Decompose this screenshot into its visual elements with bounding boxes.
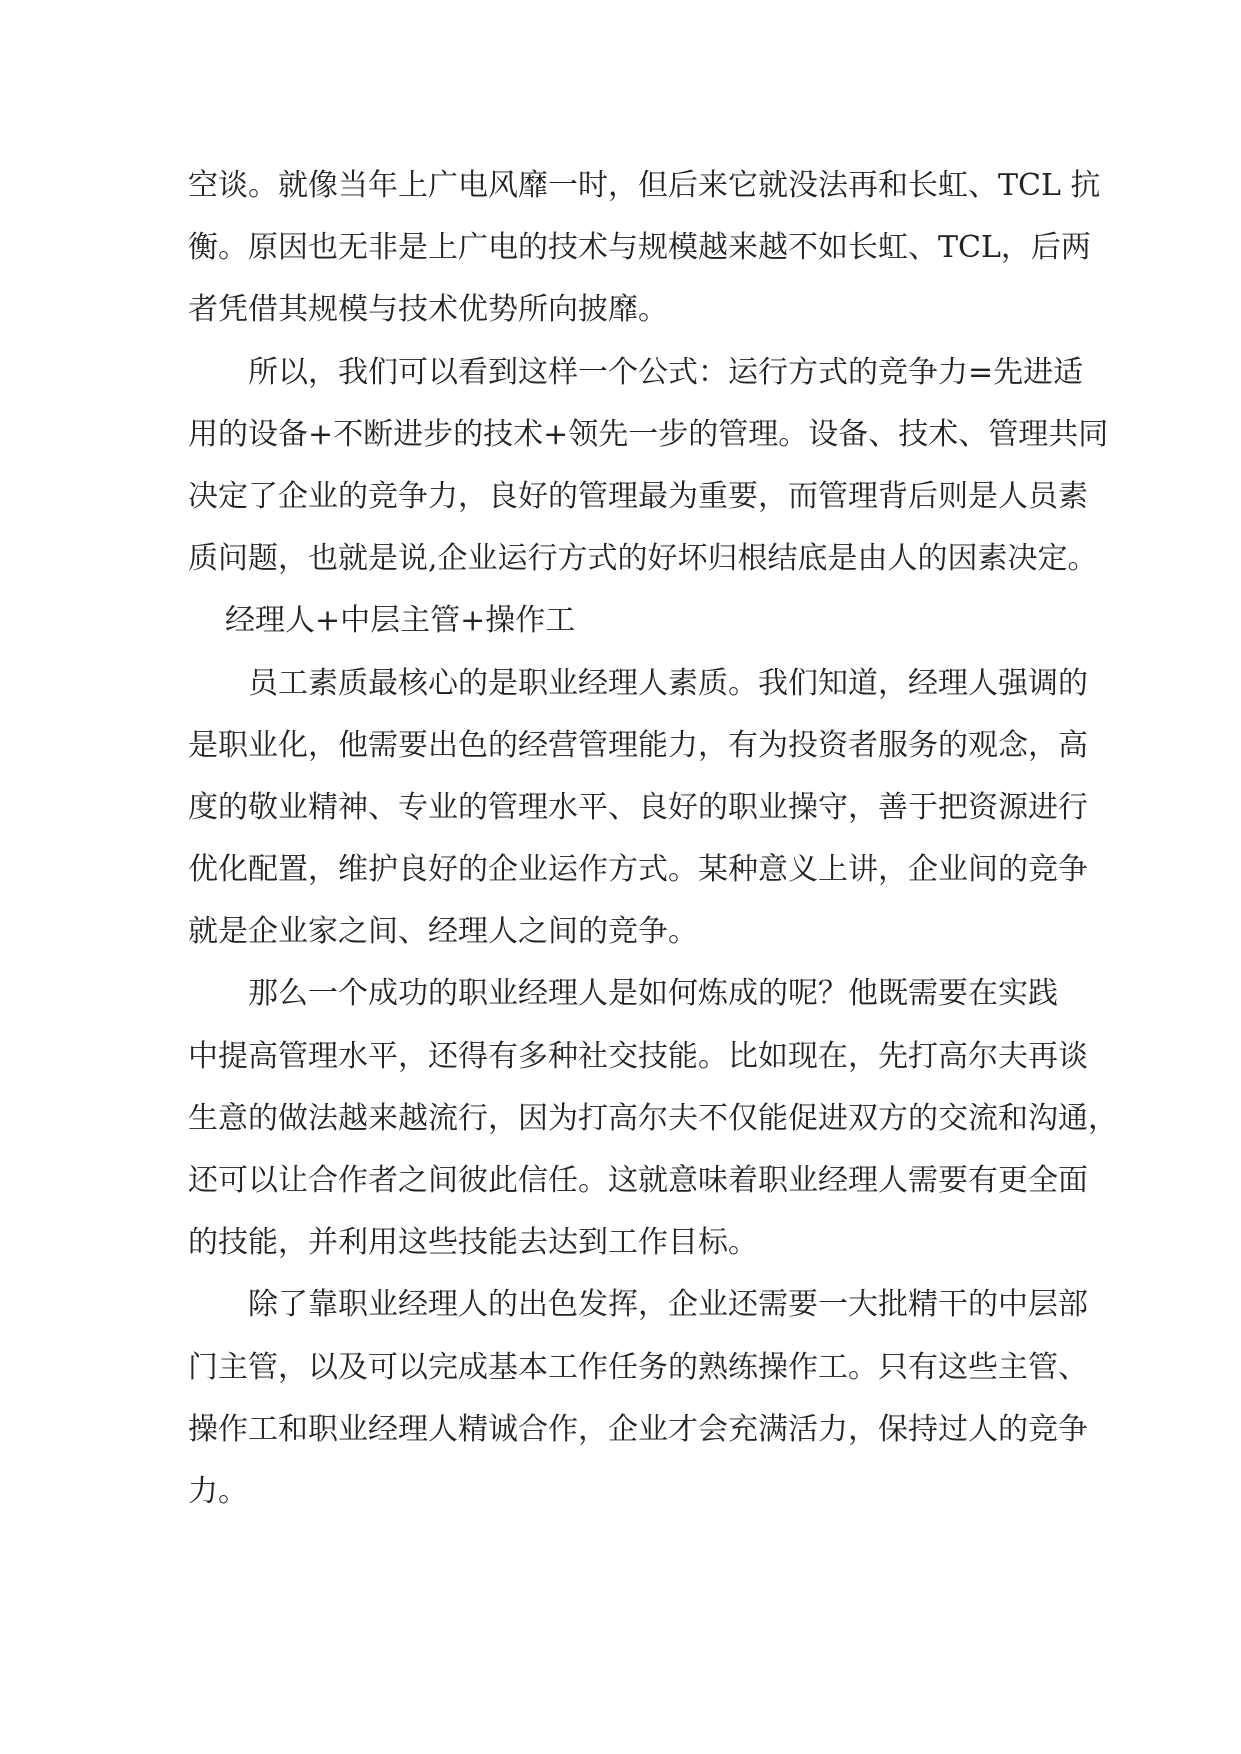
text-line: 质问题，也就是说,企业运行方式的好坏归根结底是由人的因素决定。: [188, 541, 1098, 577]
text-line: 生意的做法越来越流行，因为打高尔夫不仅能促进双方的交流和沟通，: [188, 1100, 1118, 1136]
text-line: 中提高管理水平，还得有多种社交技能。比如现在，先打高尔夫再谈: [188, 1038, 1088, 1074]
text-line: 是职业化，他需要出色的经营管理能力，有为投资者服务的观念，高: [188, 727, 1088, 763]
text-line: 衡。原因也无非是上广电的技术与规模越来越不如长虹、TCL，后两: [188, 230, 1091, 266]
text-line: 就是企业家之间、经理人之间的竞争。: [188, 914, 698, 950]
text-line: 用的设备+不断进步的技术+领先一步的管理。设备、技术、管理共同: [188, 416, 1109, 452]
text-line: 优化配置，维护良好的企业运作方式。某种意义上讲，企业间的竞争: [188, 852, 1088, 888]
text-line: 门主管，以及可以完成基本工作任务的熟练操作工。只有这些主管、: [188, 1349, 1088, 1385]
text-line: 决定了企业的竞争力，良好的管理最为重要，而管理背后则是人员素: [188, 478, 1088, 514]
text-line: 操作工和职业经理人精诚合作，企业才会充满活力，保持过人的竞争: [188, 1411, 1088, 1447]
text-line: 的技能，并利用这些技能去达到工作目标。: [188, 1225, 758, 1261]
text-line: 度的敬业精神、专业的管理水平、良好的职业操守，善于把资源进行: [188, 789, 1088, 825]
text-line: 者凭借其规模与技术优势所向披靡。: [188, 292, 668, 328]
text-line: 员工素质最核心的是职业经理人素质。我们知道，经理人强调的: [248, 665, 1088, 701]
text-line: 力。: [188, 1473, 248, 1509]
section-heading: 经理人+中层主管+操作工: [225, 603, 576, 639]
text-line: 那么一个成功的职业经理人是如何炼成的呢？他既需要在实践: [248, 976, 1058, 1012]
text-line: 空谈。就像当年上广电风靡一时，但后来它就没法再和长虹、TCL 抗: [188, 168, 1101, 203]
text-line: 除了靠职业经理人的出色发挥，企业还需要一大批精干的中层部: [248, 1287, 1088, 1323]
text-line: 所以，我们可以看到这样一个公式：运行方式的竞争力=先进适: [248, 354, 1084, 390]
document-body: [188, 155, 1118, 1523]
text-line: 还可以让合作者之间彼此信任。这就意味着职业经理人需要有更全面: [188, 1163, 1088, 1198]
